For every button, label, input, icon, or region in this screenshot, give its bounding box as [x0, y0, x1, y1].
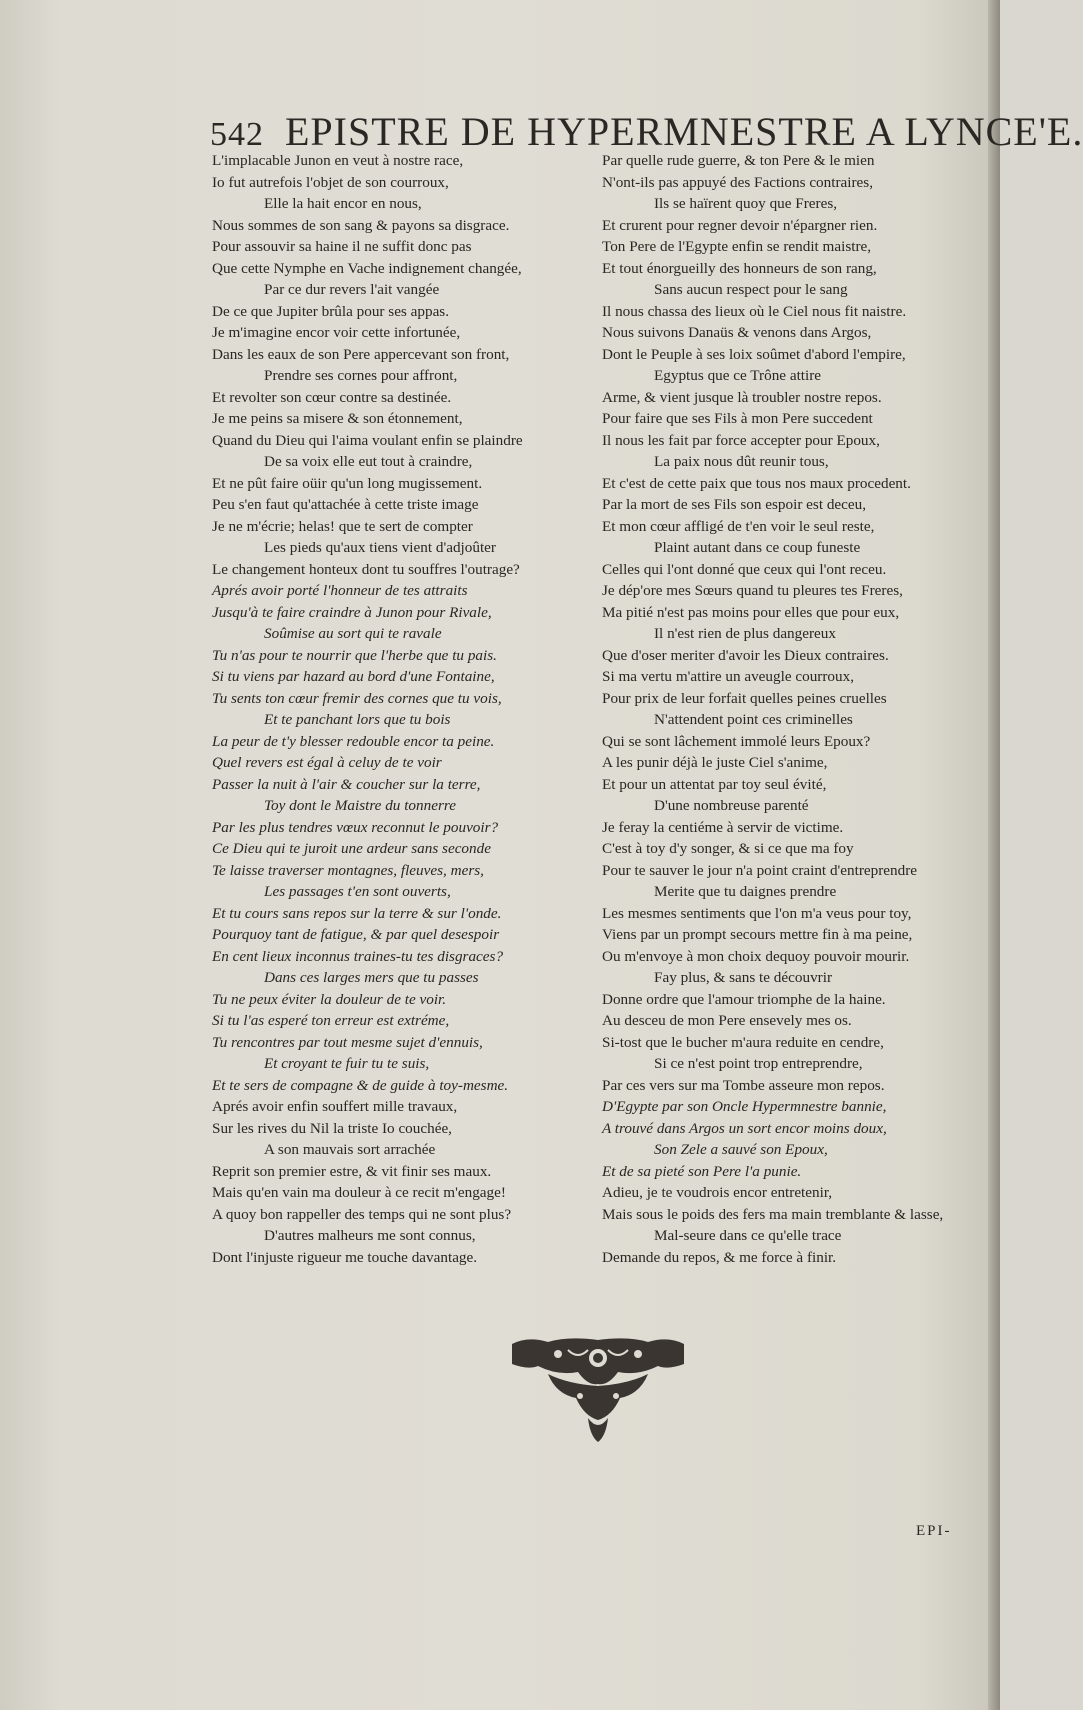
verse-line: Aprés avoir porté l'honneur de tes attraits [212, 582, 468, 599]
stanza [212, 494, 582, 580]
verse-line: Le changement honteux dont tu souffres l'outrage? [212, 560, 520, 578]
verse-line: Je ne m'écrie; helas! que te sert de compter [212, 517, 473, 535]
stanza [212, 1182, 582, 1268]
verse-line: Dont l'injuste rigueur me touche davantage. [212, 1248, 478, 1266]
verse-line: Les mesmes sentiments que l'on m'a veus pour toy, [602, 904, 912, 922]
stanza [212, 150, 582, 236]
stanza [602, 322, 972, 408]
verse-line: A trouvé dans Argos un sort encor moins doux, [602, 1119, 887, 1137]
verse-line: L'implacable Junon en veut à nostre race, [212, 152, 464, 169]
verse-line: La peur de t'y blesser redouble encor ta peine. [212, 732, 495, 750]
verse-line: Si-tost que le bucher m'aura reduite en cendre, [602, 1033, 884, 1051]
verse-line: A son mauvais sort arrachée [264, 1141, 436, 1158]
page-title: EPISTRE DE HYPERMNESTRE A LYNCE'E. [285, 109, 1083, 154]
verse-line: Les passages t'en sont ouverts, [264, 883, 451, 900]
verse-line: Plaint autant dans ce coup funeste [654, 539, 861, 556]
verse-line: A quoy bon rappeller des temps qui ne sont plus? [212, 1205, 512, 1223]
verse-line: Que cette Nymphe en Vache indignement changée, [212, 259, 522, 277]
verse-line: A les punir déjà le juste Ciel s'anime, [602, 754, 828, 771]
verse-line: Par les plus tendres vœux reconnut le pouvoir? [212, 818, 499, 836]
stanza [602, 1182, 972, 1268]
left-column [212, 150, 582, 1268]
verse-line: Je dép'ore mes Sœurs quand tu pleures tes Freres, [602, 582, 903, 599]
verse-line: Aprés avoir enfin souffert mille travaux, [212, 1098, 458, 1115]
verse-line: Pourquoy tant de fatigue, & par quel desespoir [212, 926, 500, 943]
verse-line: Et tout énorgueilly des honneurs de son rang, [602, 259, 877, 277]
stanza [602, 408, 972, 494]
verse-line: Jusqu'à te faire craindre à Junon pour Rivale, [212, 603, 492, 621]
verse-line: Et te sers de compagne & de guide à toy-mesme. [212, 1076, 509, 1094]
verse-line: Ils se haïrent quoy que Freres, [654, 195, 838, 212]
verse-line: Par ces vers sur ma Tombe asseure mon repos. [602, 1076, 885, 1094]
stanza [602, 580, 972, 666]
verse-line: Dans les eaux de son Pere appercevant son front, [212, 345, 510, 363]
verse-line: Demande du repos, & me force à finir. [602, 1248, 837, 1266]
verse-line: En cent lieux inconnus traines-tu tes disgraces? [212, 947, 504, 965]
verse-line: Viens par un prompt secours mettre fin à ma peine, [602, 926, 913, 943]
verse-line: Pour assouvir sa haine il ne suffit donc pas [212, 238, 472, 255]
stanza [602, 924, 972, 1010]
verse-line: Et mon cœur affligé de t'en voir le seul reste, [602, 517, 875, 535]
verse-line: Si ce n'est point trop entreprendre, [654, 1055, 863, 1072]
verse-line: Il nous les fait par force accepter pour Epoux, [602, 431, 880, 449]
verse-line: Dont le Peuple à ses loix soûmet d'abord l'empire, [602, 345, 906, 363]
verse-line: Et croyant te fuir tu te suis, [264, 1055, 430, 1072]
stanza [602, 494, 972, 580]
stanza [212, 236, 582, 322]
verse-line: Si ma vertu m'attire un aveugle courroux, [602, 668, 854, 685]
verse-line: Je feray la centiéme à servir de victime. [602, 818, 844, 836]
stanza [212, 1096, 582, 1182]
stanza [212, 924, 582, 1010]
verse-line: Ou m'envoye à mon choix dequoy pouvoir mourir. [602, 947, 910, 965]
verse-line: Pour te sauver le jour n'a point craint d'entreprendre [602, 861, 918, 879]
verse-line: Tu sents ton cœur fremir des cornes que tu vois, [212, 689, 502, 707]
verse-line: Te laisse traverser montagnes, fleuves, mers, [212, 861, 484, 879]
verse-line: La paix nous dût reunir tous, [654, 453, 829, 470]
verse-line: Ma pitié n'est pas moins pour elles que pour eux, [602, 603, 900, 621]
verse-line: Elle la hait encor en nous, [264, 195, 422, 212]
verse-line: Je me peins sa misere & son étonnement, [212, 410, 463, 427]
verse-line: Et pour un attentat par toy seul évité, [602, 775, 827, 793]
verse-line: Son Zele a sauvé son Epoux, [654, 1141, 828, 1158]
verse-line: D'Egypte par son Oncle Hypermnestre bannie, [602, 1098, 887, 1115]
verse-line: Merite que tu daignes prendre [654, 883, 837, 900]
verse-line: Les pieds qu'aux tiens vient d'adjoûter [264, 539, 496, 556]
verse-line: Mal-seure dans ce qu'elle trace [654, 1227, 842, 1244]
verse-line: Dans ces larges mers que tu passes [264, 969, 479, 986]
stanza [602, 150, 972, 236]
verse-line: Et ne pût faire oüir qu'un long mugissement. [212, 474, 483, 492]
verse-line: Si tu viens par hazard au bord d'une Fontaine, [212, 668, 495, 685]
verse-line: C'est à toy d'y songer, & si ce que ma foy [602, 840, 854, 857]
verse-line: Et c'est de cette paix que tous nos maux procedent. [602, 474, 911, 492]
stanza [212, 752, 582, 838]
stanza [602, 1010, 972, 1096]
verse-line: Quel revers est égal à celuy de te voir [212, 754, 442, 771]
verse-line: Pour prix de leur forfait quelles peines cruelles [602, 689, 887, 707]
stanza [602, 666, 972, 752]
verse-line: Qui se sont lâchement immolé leurs Epoux? [602, 732, 871, 750]
verse-line: Et revolter son cœur contre sa destinée. [212, 388, 452, 406]
verse-line: Donne ordre que l'amour triomphe de la haine. [602, 990, 886, 1008]
verse-line: Reprit son premier estre, & vit finir ses maux. [212, 1162, 492, 1180]
page-number: 542 [210, 116, 264, 153]
verse-line: Et crurent pour regner devoir n'épargner rien. [602, 216, 878, 234]
stanza [212, 322, 582, 408]
verse-line: Que d'oser meriter d'avoir les Dieux contraires. [602, 646, 889, 664]
stanza [602, 236, 972, 322]
stanza [212, 838, 582, 924]
verse-line: Sur les rives du Nil la triste Io couchée, [212, 1119, 452, 1137]
verse-line: Et de sa pieté son Pere l'a punie. [602, 1162, 802, 1180]
verse-line: Passer la nuit à l'air & coucher sur la terre, [212, 775, 481, 793]
verse-line: Egyptus que ce Trône attire [654, 367, 822, 384]
stanza [602, 1096, 972, 1182]
verse-line: D'autres malheurs me sont connus, [264, 1227, 476, 1244]
catchword: EPI- [916, 1523, 952, 1539]
verse-line: Je m'imagine encor voir cette infortunée, [212, 324, 461, 341]
verse-line: Tu ne peux éviter la douleur de te voir. [212, 990, 447, 1008]
page-header [210, 108, 1083, 155]
verse-line: Nous suivons Danaüs & venons dans Argos, [602, 324, 872, 341]
verse-line: Par la mort de ses Fils son espoir est deceu, [602, 496, 867, 513]
verse-line: Quand du Dieu qui l'aima voulant enfin se plaindre [212, 431, 523, 449]
stanza [212, 1010, 582, 1096]
verse-line: Il nous chassa des lieux où le Ciel nous fit naistre. [602, 302, 907, 320]
verse-line: Il n'est rien de plus dangereux [654, 625, 836, 642]
verse-line: Ton Pere de l'Egypte enfin se rendit maistre, [602, 238, 872, 255]
verse-line: Arme, & vient jusque là troubler nostre repos. [602, 388, 882, 406]
verse-line: De ce que Jupiter brûla pour ses appas. [212, 302, 450, 320]
verse-line: Prendre ses cornes pour affront, [264, 367, 458, 384]
stanza [212, 580, 582, 666]
verse-line: Si tu l'as esperé ton erreur est extréme, [212, 1012, 450, 1029]
verse-line: Et tu cours sans repos sur la terre & sur l'onde. [212, 904, 502, 922]
verse-line: Toy dont le Maistre du tonnerre [264, 797, 456, 814]
verse-line: Par ce dur revers l'ait vangée [264, 281, 440, 298]
verse-line: Ce Dieu qui te juroit une ardeur sans seconde [212, 840, 491, 857]
verse-line: De sa voix elle eut tout à craindre, [264, 453, 473, 470]
verse-line: Tu n'as pour te nourrir que l'herbe que tu pais. [212, 646, 497, 664]
verse-line: D'une nombreuse parenté [654, 797, 809, 814]
stanza [602, 752, 972, 838]
stanza [212, 408, 582, 494]
stanza [602, 838, 972, 924]
verse-line: Au desceu de mon Pere ensevely mes os. [602, 1012, 852, 1029]
right-column [602, 150, 972, 1268]
stanza [212, 666, 582, 752]
verse-line: Celles qui l'ont donné que ceux qui l'ont receu. [602, 560, 887, 578]
verse-line: Soûmise au sort qui te ravale [264, 625, 442, 642]
verse-line: Par quelle rude guerre, & ton Pere & le mien [602, 152, 875, 169]
fleuron-ornament-icon [508, 1336, 688, 1444]
verse-line: N'ont-ils pas appuyé des Factions contraires, [602, 173, 873, 191]
verse-line: Mais sous le poids des fers ma main tremblante & lasse, [602, 1205, 944, 1223]
verse-line: Sans aucun respect pour le sang [654, 281, 848, 298]
verse-line: Nous sommes de son sang & payons sa disgrace. [212, 216, 510, 234]
verse-line: N'attendent point ces criminelles [654, 711, 853, 728]
page-binding-edge [988, 0, 1000, 1710]
verse-line: Mais qu'en vain ma douleur à ce recit m'engage! [212, 1184, 506, 1201]
verse-line: Tu rencontres par tout mesme sujet d'ennuis, [212, 1033, 483, 1051]
verse-line: Pour faire que ses Fils à mon Pere succedent [602, 410, 873, 427]
verse-line: Io fut autrefois l'objet de son courroux, [212, 173, 449, 191]
verse-line: Adieu, je te voudrois encor entretenir, [602, 1184, 833, 1201]
verse-line: Et te panchant lors que tu bois [264, 711, 451, 728]
verse-line: Fay plus, & sans te découvrir [654, 969, 833, 986]
verse-line: Peu s'en faut qu'attachée à cette triste image [212, 496, 479, 513]
